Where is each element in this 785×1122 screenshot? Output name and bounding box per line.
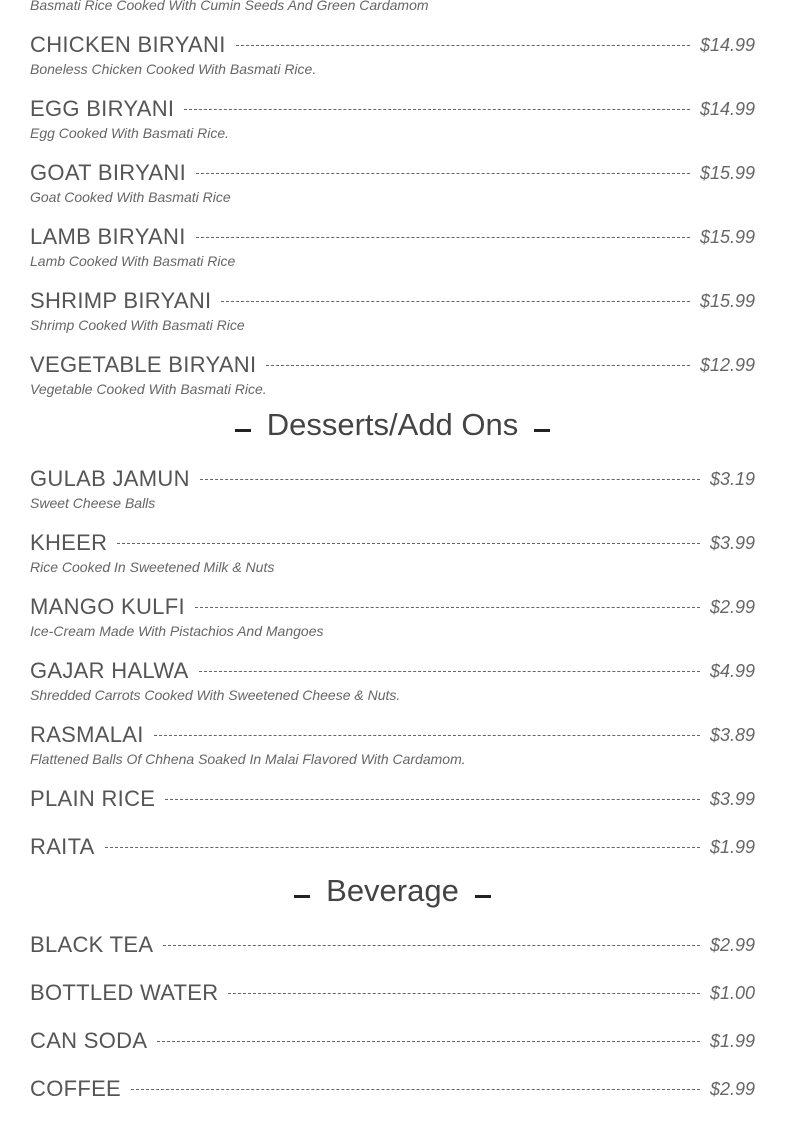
item-name: COFFEE — [30, 1076, 122, 1101]
heading-dash-left — [235, 429, 251, 432]
dotted-leader — [157, 1041, 700, 1042]
item-name: SHRIMP BIRYANI — [30, 288, 212, 313]
menu-item-egg-biryani — [30, 94, 755, 158]
menu-item-black-tea — [30, 930, 755, 978]
menu-item-plain-rice — [30, 784, 755, 832]
heading-dash-right — [475, 895, 491, 898]
item-name: LAMB BIRYANI — [30, 224, 186, 249]
dotted-leader — [154, 735, 700, 736]
item-price: $15.99 — [699, 162, 755, 183]
desserts-menu-list — [30, 464, 755, 880]
item-name: RASMALAI — [30, 722, 144, 747]
item-description: Shredded Carrots Cooked With Sweetened Cheese & Nuts. — [30, 687, 401, 703]
dotted-leader — [221, 301, 689, 302]
beverage-menu-list — [30, 930, 755, 1122]
dotted-leader — [196, 237, 690, 238]
dotted-leader — [131, 1089, 700, 1090]
item-name: VEGETABLE BIRYANI — [30, 352, 257, 377]
item-price: $1.99 — [709, 1030, 755, 1051]
item-description: Basmati Rice Cooked With Cumin Seeds And Green Cardamom — [30, 0, 429, 13]
item-price: $15.99 — [699, 226, 755, 247]
item-name: CAN SODA — [30, 1028, 148, 1053]
item-name: KHEER — [30, 530, 108, 555]
item-price: $3.89 — [709, 724, 755, 745]
item-price: $15.99 — [699, 290, 755, 311]
item-name: PLAIN RICE — [30, 786, 156, 811]
dotted-leader — [184, 109, 690, 110]
item-price: $2.99 — [709, 1078, 755, 1099]
item-name: EGG BIRYANI — [30, 96, 175, 121]
item-description: Rice Cooked In Sweetened Milk & Nuts — [30, 559, 275, 575]
dotted-leader — [236, 45, 690, 46]
dotted-leader — [195, 607, 700, 608]
item-description: Shrimp Cooked With Basmati Rice — [30, 317, 245, 333]
menu-item-gajar-halwa — [30, 656, 755, 720]
item-name: GULAB JAMUN — [30, 466, 190, 491]
menu-item-chicken-biryani — [30, 30, 755, 94]
item-price: $2.99 — [709, 934, 755, 955]
menu-item-lamb-biryani — [30, 222, 755, 286]
item-description: Sweet Cheese Balls — [30, 495, 156, 511]
dotted-leader — [199, 671, 700, 672]
item-description: Boneless Chicken Cooked With Basmati Rice. — [30, 61, 317, 77]
section-heading-desserts — [0, 405, 785, 445]
item-price: $1.99 — [709, 836, 755, 857]
item-description: Flattened Balls Of Chhena Soaked In Malai Flavored With Cardamom. — [30, 751, 466, 767]
menu-item-kheer — [30, 528, 755, 592]
item-description: Lamb Cooked With Basmati Rice — [30, 253, 236, 269]
section-title: Desserts/Add Ons — [266, 407, 519, 442]
heading-dash-left — [294, 895, 310, 898]
menu-item-rasmalai — [30, 720, 755, 784]
menu-item-gulab-jamun — [30, 464, 755, 528]
dotted-leader — [105, 847, 700, 848]
biryani-menu-list — [30, 30, 755, 414]
item-price: $3.99 — [709, 788, 755, 809]
item-description: Ice-Cream Made With Pistachios And Mangoes — [30, 623, 324, 639]
item-price: $4.99 — [709, 660, 755, 681]
item-name: MANGO KULFI — [30, 594, 185, 619]
dotted-leader — [117, 543, 700, 544]
item-description: Goat Cooked With Basmati Rice — [30, 189, 231, 205]
item-name: GAJAR HALWA — [30, 658, 189, 683]
menu-item-can-soda — [30, 1026, 755, 1074]
item-name: BLACK TEA — [30, 932, 154, 957]
item-name: CHICKEN BIRYANI — [30, 32, 226, 57]
section-heading-beverage — [0, 871, 785, 911]
menu-item-bottled-water — [30, 978, 755, 1026]
item-description: Egg Cooked With Basmati Rice. — [30, 125, 230, 141]
menu-item-shrimp-biryani — [30, 286, 755, 350]
heading-dash-right — [534, 429, 550, 432]
dotted-leader — [228, 993, 699, 994]
dotted-leader — [266, 365, 690, 366]
section-title: Beverage — [326, 873, 459, 908]
item-price: $12.99 — [699, 354, 755, 375]
dotted-leader — [165, 799, 700, 800]
dotted-leader — [196, 173, 690, 174]
menu-item-mango-kulfi — [30, 592, 755, 656]
item-price: $3.99 — [709, 532, 755, 553]
item-price: $2.99 — [709, 596, 755, 617]
item-price: $14.99 — [699, 34, 755, 55]
item-description: Vegetable Cooked With Basmati Rice. — [30, 381, 267, 397]
item-name: BOTTLED WATER — [30, 980, 219, 1005]
dotted-leader — [163, 945, 700, 946]
item-price: $3.19 — [709, 468, 755, 489]
item-name: RAITA — [30, 834, 95, 859]
dotted-leader — [200, 479, 700, 480]
item-price: $1.00 — [709, 982, 755, 1003]
menu-item-coffee — [30, 1074, 755, 1122]
item-price: $14.99 — [699, 98, 755, 119]
menu-item-goat-biryani — [30, 158, 755, 222]
item-name: GOAT BIRYANI — [30, 160, 187, 185]
